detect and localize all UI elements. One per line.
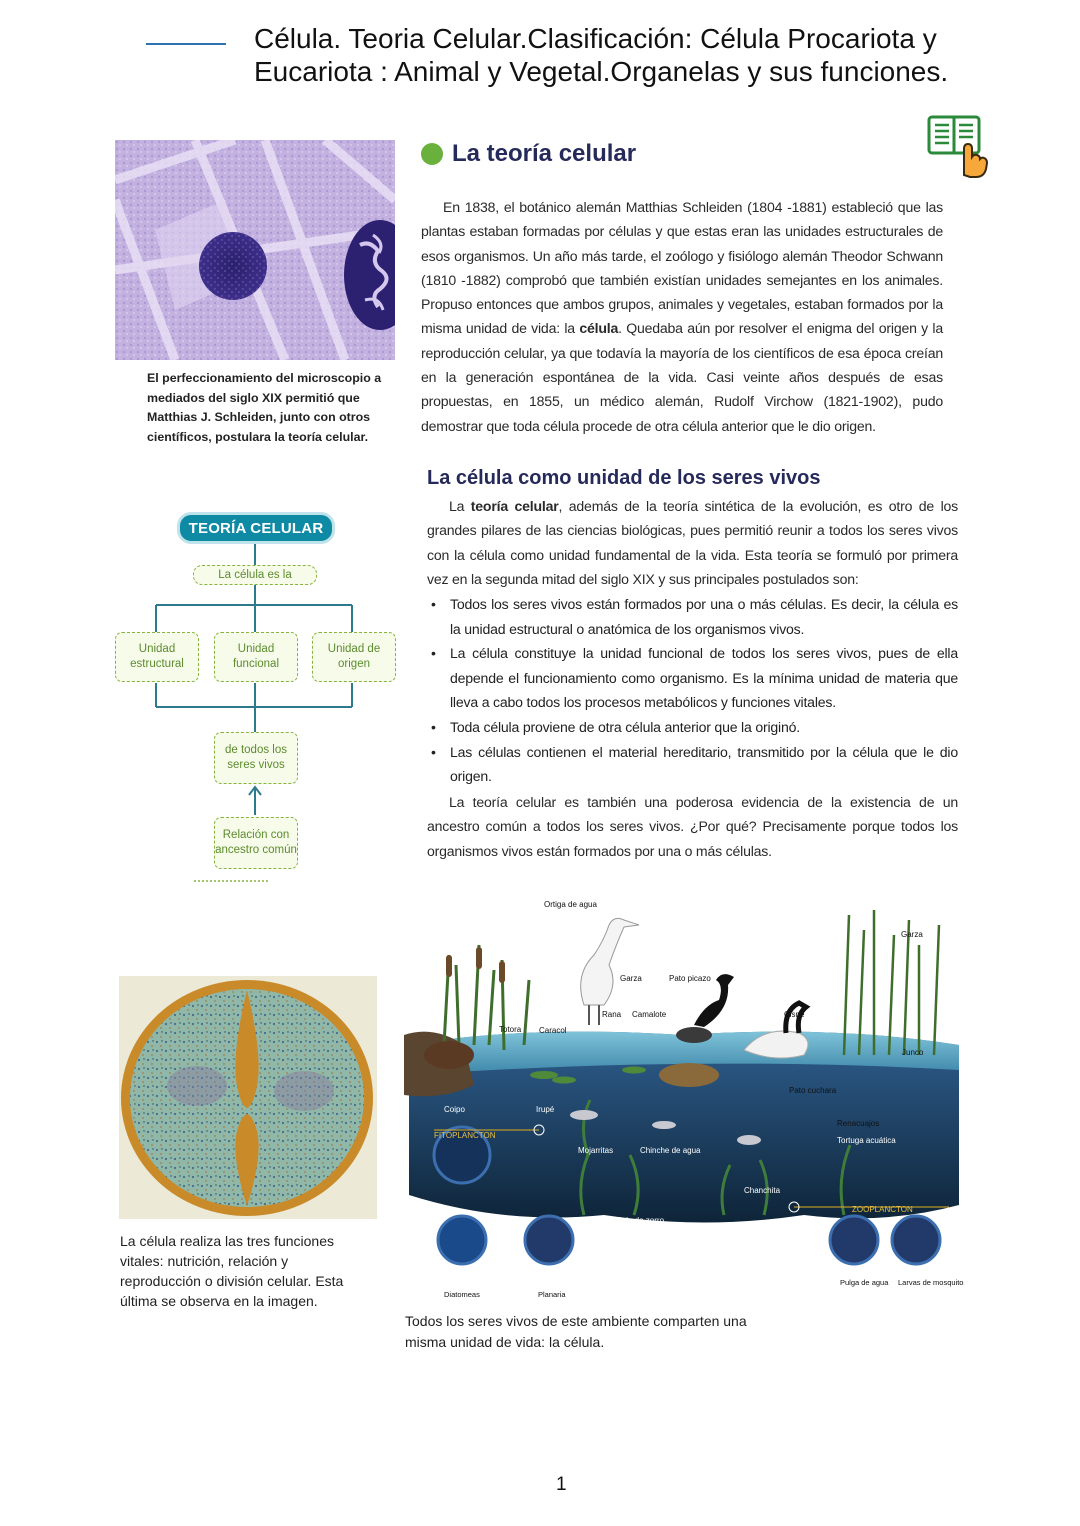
pond-label-zooplancton: ZOOPLANCTON	[852, 1205, 913, 1214]
ancestro-paragraph: La teoría celular es también una poderosa evidencia de la existencia de un ancestro común a todos los seres vivos. ¿Por qué? Precisamente porque todos los organismos vivos están formados por una o más células.	[427, 794, 958, 859]
pond-label-planaria: Planaria	[538, 1290, 566, 1299]
pond-caption: Todos los seres vivos de este ambiente comparten una misma unidad de vida: la célula.	[405, 1313, 747, 1350]
pond-label-chanchita: Chanchita	[744, 1186, 781, 1195]
pond-label-caracol: Caracol	[539, 1026, 567, 1035]
pond-label-cola-zorro: Cola de zorro	[616, 1216, 665, 1225]
page-number: 1	[556, 1474, 567, 1495]
pond-label-rana: Rana	[602, 1010, 622, 1019]
concept-node-seres-vivos: de todos los seres vivos	[214, 732, 298, 784]
section-bullet-dot	[421, 143, 443, 165]
pond-label-renacuajos: Renacuajos	[837, 1119, 880, 1128]
pond-label-garza-top: Garza	[901, 930, 923, 939]
unidad-intro-paragraph: La teoría celular, además de la teoría sintética de la evolución, es otro de los grandes pilares de las ciencias biológicas, pues permitió reunir a todos los seres vivos con la célula como unidad fundamental de la vida. Esta teoría se formuló por primera vez en la segunda mitad del siglo XIX y sus principales postulados son:	[427, 498, 958, 587]
concept-node-ancestro: Relación con ancestro común	[214, 817, 298, 869]
pond-label-ortiga: Ortiga de agua	[544, 900, 597, 909]
reading-book-icon[interactable]	[926, 113, 988, 179]
pond-label-chinche: Chinche de agua	[640, 1146, 701, 1155]
header-rule	[146, 43, 226, 45]
pond-label-diatomeas: Diatomeas	[444, 1290, 480, 1299]
pond-label-mojarritas: Mojarritas	[578, 1146, 614, 1155]
pond-ecosystem-illustration	[404, 885, 964, 1305]
concept-node-estructural: Unidad estructural	[115, 632, 199, 682]
pond-label-tortuga: Tortuga acuática	[837, 1136, 896, 1145]
cell-micrograph-image	[115, 140, 395, 360]
concept-map	[110, 505, 405, 885]
list-item: • Todos los seres vivos están formados por una o más células. Es decir, la célula es la unidad estructural o anatómica de los organismos vivos.	[427, 592, 958, 641]
dividing-cell-image	[119, 976, 377, 1219]
pond-label-elodea: Elodea	[717, 1246, 742, 1255]
pond-label-pato-picazo: Pato picazo	[669, 974, 711, 983]
section-heading-teoria-celular: La teoría celular	[452, 140, 637, 167]
list-item: • Las células contienen el material hereditario, transmitido por la célula que le dio origen.	[427, 740, 958, 789]
dividing-cell-caption: La célula realiza las tres funciones vitales: nutrición, relación y reproducción o división celular. Esta última se observa en la imagen.	[120, 1233, 344, 1309]
pond-label-coipo: Coipo	[444, 1105, 465, 1114]
list-item: • Toda célula proviene de otra célula anterior que la originó.	[427, 715, 958, 740]
pond-label-larvas: Larvas de mosquitos	[898, 1278, 964, 1287]
concept-node-funcional: Unidad funcional	[214, 632, 298, 682]
section-heading-unidad: La célula como unidad de los seres vivos	[427, 467, 821, 489]
pond-label-totora: Totora	[499, 1025, 522, 1034]
list-item: • La célula constituye la unidad funcional de todos los seres vivos, pues de ella depende el funcionamiento como organismo. Es la mínima unidad de materia que lleva a cabo todos los procesos metabólicos y funciones vitales.	[427, 641, 958, 715]
pond-label-pulga: Pulga de agua	[840, 1278, 889, 1287]
pond-label-camalote: Camalote	[632, 1010, 667, 1019]
pond-label-junco: Junco	[902, 1048, 924, 1057]
pond-label-garza: Garza	[620, 974, 642, 983]
pond-label-cisne: Cisne	[784, 1010, 805, 1019]
pond-label-irupe: Irupé	[536, 1105, 555, 1114]
document-title: Célula. Teoria Celular.Clasificación: Célula Procariota y Eucariota : Animal y Vegetal.Organelas y sus funciones.	[254, 23, 949, 87]
micrograph-caption: El perfeccionamiento del microscopio a mediados del siglo XIX permitió que Matthias J. Schleiden, junto con otros científicos, postulara la teoría celular.	[147, 371, 382, 444]
pond-label-pato-cuchara: Pato cuchara	[789, 1086, 837, 1095]
teoria-celular-paragraph: En 1838, el botánico alemán Matthias Schleiden (1804 -1881) estableció que las plantas estaban formadas por células y que estas eran las unidades estructurales de esos organismos. Un año más tarde, el zoólogo y fisiólogo alemán Theodor Schwann (1810 -1882) comprobó que también existían unidades semejantes en los animales. Propuso entonces que ambos grupos, animales y vegetales, estaban formados por la misma unidad de vida: la célula. Quedaba aún por resolver el enigma del origen y la reproducción celular, ya que todavía la mayoría de los científicos de esa época creían en la generación espontánea de la vida. Casi veinte años después de esas propuestas, en 1855, un médico alemán, Rudolf Virchow (1821-1902), pudo demostrar que toda célula procede de otra célula anterior que le dio origen.	[421, 199, 943, 434]
concept-node-origen: Unidad de origen	[312, 632, 396, 682]
concept-node-root: La célula es la	[193, 565, 317, 585]
pond-label-fitoplancton: FITOPLANCTON	[434, 1131, 496, 1140]
postulates-list	[427, 592, 958, 789]
concept-map-title: TEORÍA CELULAR	[177, 512, 335, 544]
